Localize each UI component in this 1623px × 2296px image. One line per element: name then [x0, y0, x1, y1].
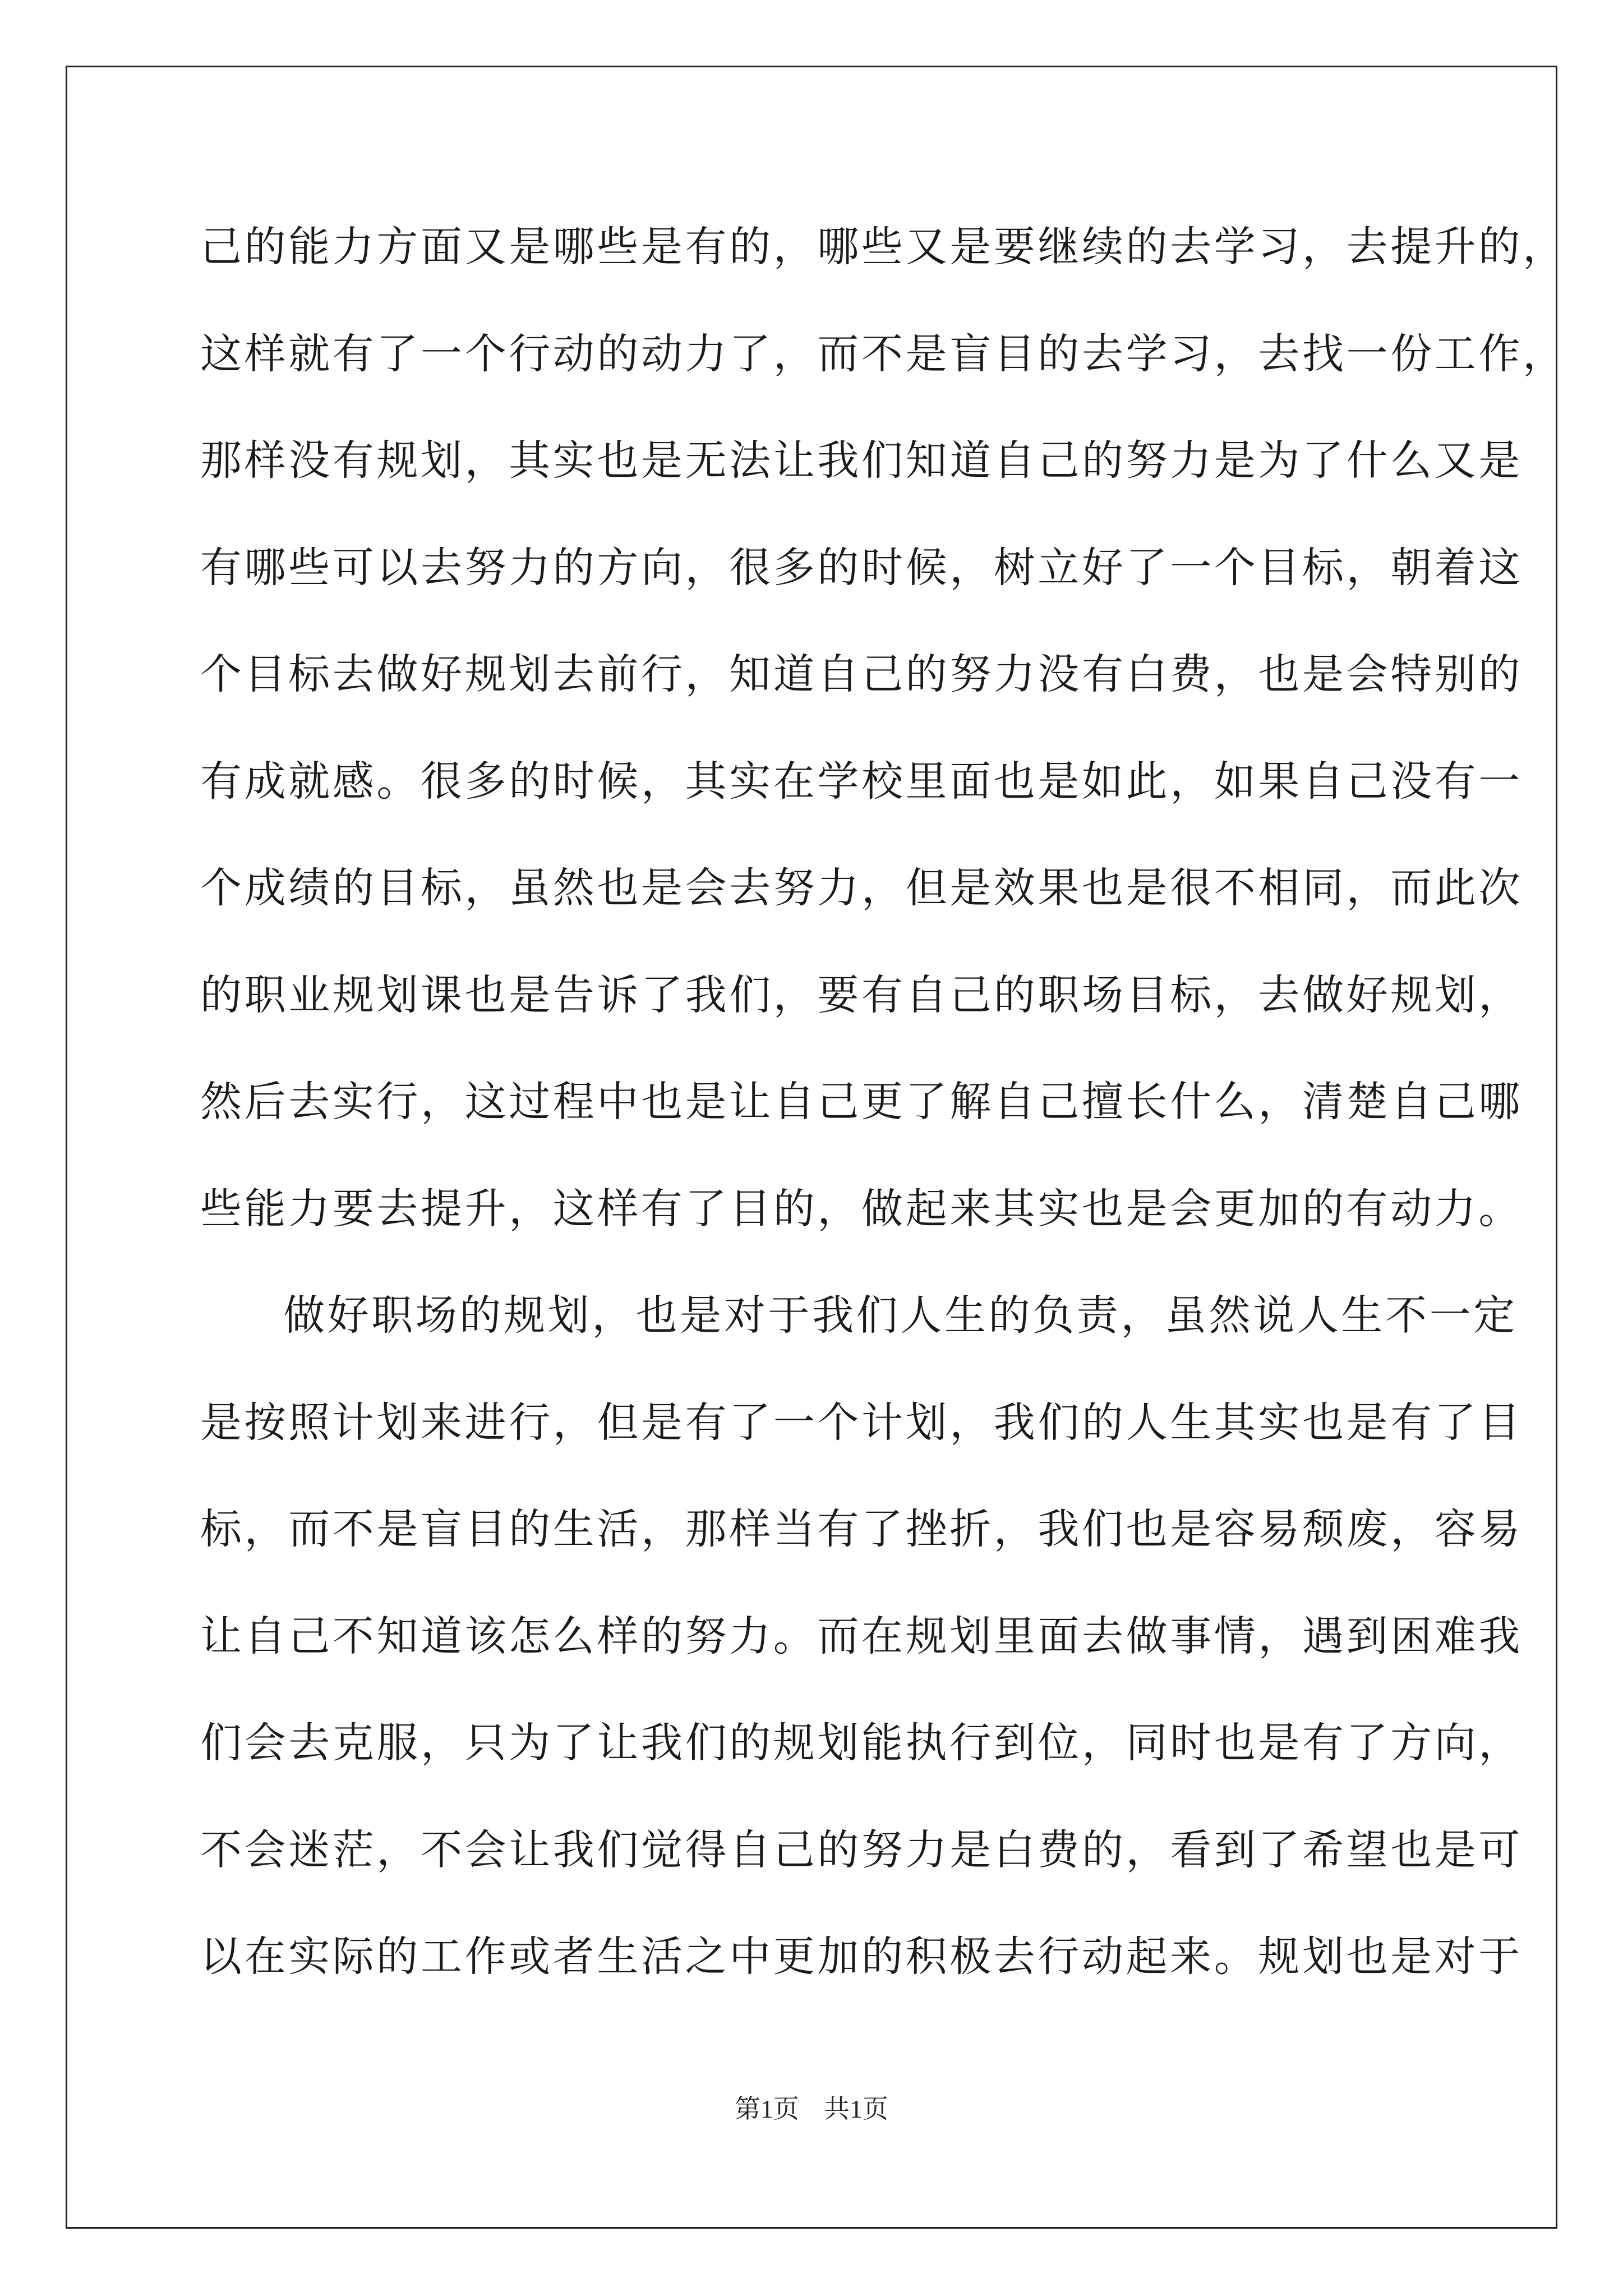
- text-line: 己的能力方面又是哪些是有的，哪些又是要继续的去学习，去提升的，: [200, 223, 1567, 271]
- text-line: 个成绩的目标，虽然也是会去努力，但是效果也是很不相同，而此次: [200, 864, 1523, 912]
- text-line: 让自己不知道该怎么样的努力。而在规划里面去做事情，遇到困难我: [200, 1612, 1523, 1660]
- text-line: 们会去克服，只为了让我们的规划能执行到位，同时也是有了方向，: [200, 1719, 1523, 1767]
- text-line: 些能力要去提升，这样有了目的，做起来其实也是会更加的有动力。: [200, 1184, 1523, 1233]
- text-line: 以在实际的工作或者生活之中更加的积极去行动起来。规划也是对于: [200, 1932, 1523, 1981]
- document-body: [200, 194, 1567, 2010]
- text-line: 这样就有了一个行动的动力了，而不是盲目的去学习，去找一份工作，: [200, 329, 1567, 378]
- page-number-total: 共1页: [824, 2095, 888, 2123]
- text-line: 个目标去做好规划去前行，知道自己的努力没有白费，也是会特别的: [200, 650, 1523, 698]
- text-line: 有成就感。很多的时候，其实在学校里面也是如此，如果自己没有一: [200, 757, 1523, 806]
- text-line: 不会迷茫，不会让我们觉得自己的努力是白费的，看到了希望也是可: [200, 1825, 1523, 1874]
- text-line: 标，而不是盲目的生活，那样当有了挫折，我们也是容易颓废，容易: [200, 1505, 1523, 1553]
- page-number-current: 第1页: [735, 2095, 799, 2123]
- page-footer: [0, 2088, 1623, 2125]
- text-line: 有哪些可以去努力的方向，很多的时候，树立好了一个目标，朝着这: [200, 543, 1523, 592]
- text-line: 的职业规划课也是告诉了我们，要有自己的职场目标，去做好规划，: [200, 970, 1523, 1019]
- text-line: 是按照计划来进行，但是有了一个计划，我们的人生其实也是有了目: [200, 1398, 1523, 1447]
- text-line: 然后去实行，这过程中也是让自己更了解自己擅长什么，清楚自己哪: [200, 1078, 1523, 1126]
- text-line: 那样没有规划，其实也是无法让我们知道自己的努力是为了什么又是: [200, 436, 1523, 485]
- text-line: 做好职场的规划，也是对于我们人生的负责，虽然说人生不一定: [283, 1291, 1518, 1340]
